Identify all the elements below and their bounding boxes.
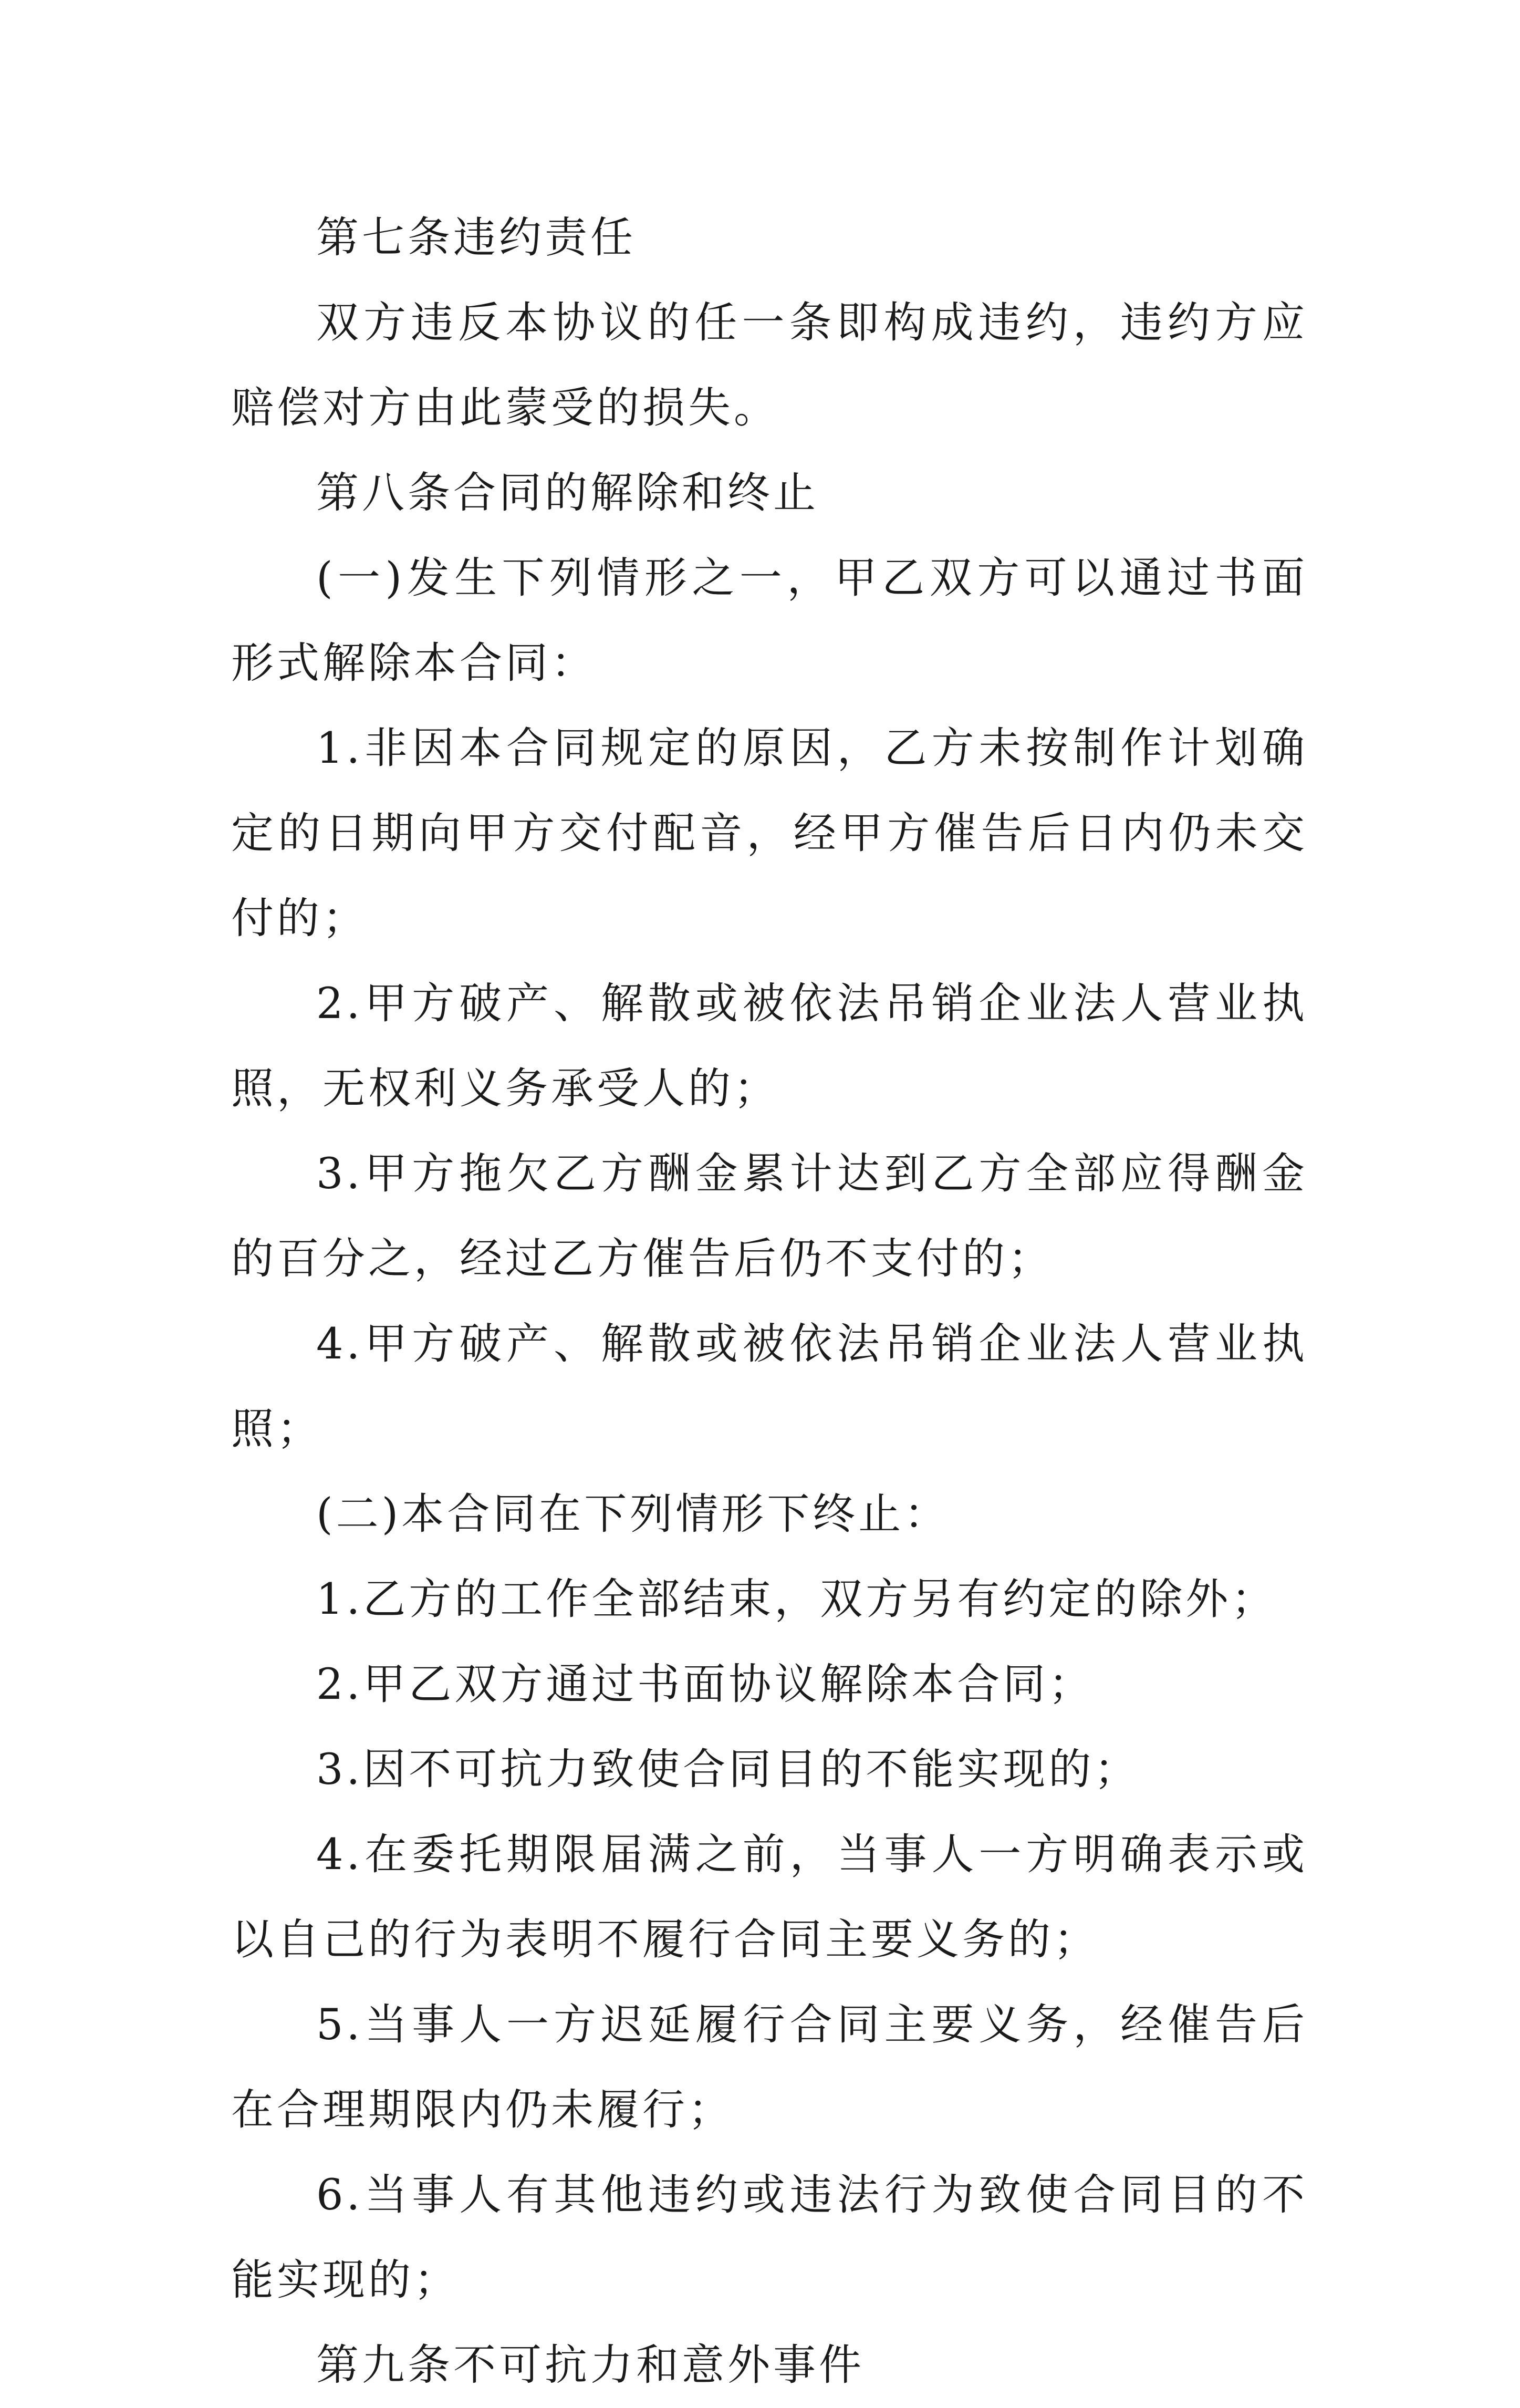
clause-1-item-1: 1.非因本合同规定的原因，乙方未按制作计划确定的日期向甲方交付配音，经甲方催告后日内仍未交付的； — [231, 724, 1308, 943]
article-7-text: 双方违反本协议的任一条即构成违约，违约方应赔偿对方由此蒙受的损失。 — [231, 298, 1308, 433]
clause-2-intro: (二)本合同在下列情形下终止： — [316, 1490, 950, 1539]
clause-1-item-3: 3.甲方拖欠乙方酬金累计达到乙方全部应得酬金的百分之，经过乙方催告后仍不支付的； — [231, 1149, 1308, 1284]
clause-2-item-4: 4.在委托期限届满之前，当事人一方明确表示或以自己的行为表明不履行合同主要义务的； — [231, 1830, 1308, 1965]
clause-1-item-4: 4.甲方破产、解散或被依法吊销企业法人营业执照； — [231, 1320, 1308, 1454]
clause-1-intro: (一)发生下列情形之一，甲乙双方可以通过书面形式解除本合同： — [231, 554, 1308, 688]
clause-2-item-1: 1.乙方的工作全部结束，双方另有约定的除外； — [316, 1575, 1277, 1624]
article-7-heading: 第七条违约责任 — [316, 213, 637, 263]
article-9-heading: 第九条不可抗力和意外事件 — [316, 2341, 865, 2390]
clause-2-item-3: 3.因不可抗力致使合同目的不能实现的； — [316, 1745, 1140, 1794]
clause-1-item-2: 2.甲方破产、解散或被依法吊销企业法人营业执照，无权利义务承受人的； — [231, 979, 1308, 1114]
document-body — [231, 195, 1308, 2408]
clause-2-item-2: 2.甲乙双方通过书面协议解除本合同； — [316, 1660, 1095, 1709]
clause-2-item-6: 6.当事人有其他违约或违法行为致使合同目的不能实现的； — [231, 2171, 1308, 2305]
article-8-heading: 第八条合同的解除和终止 — [316, 469, 819, 518]
clause-2-item-5: 5.当事人一方迟延履行合同主要义务，经催告后在合理期限内仍未履行； — [231, 2000, 1308, 2135]
